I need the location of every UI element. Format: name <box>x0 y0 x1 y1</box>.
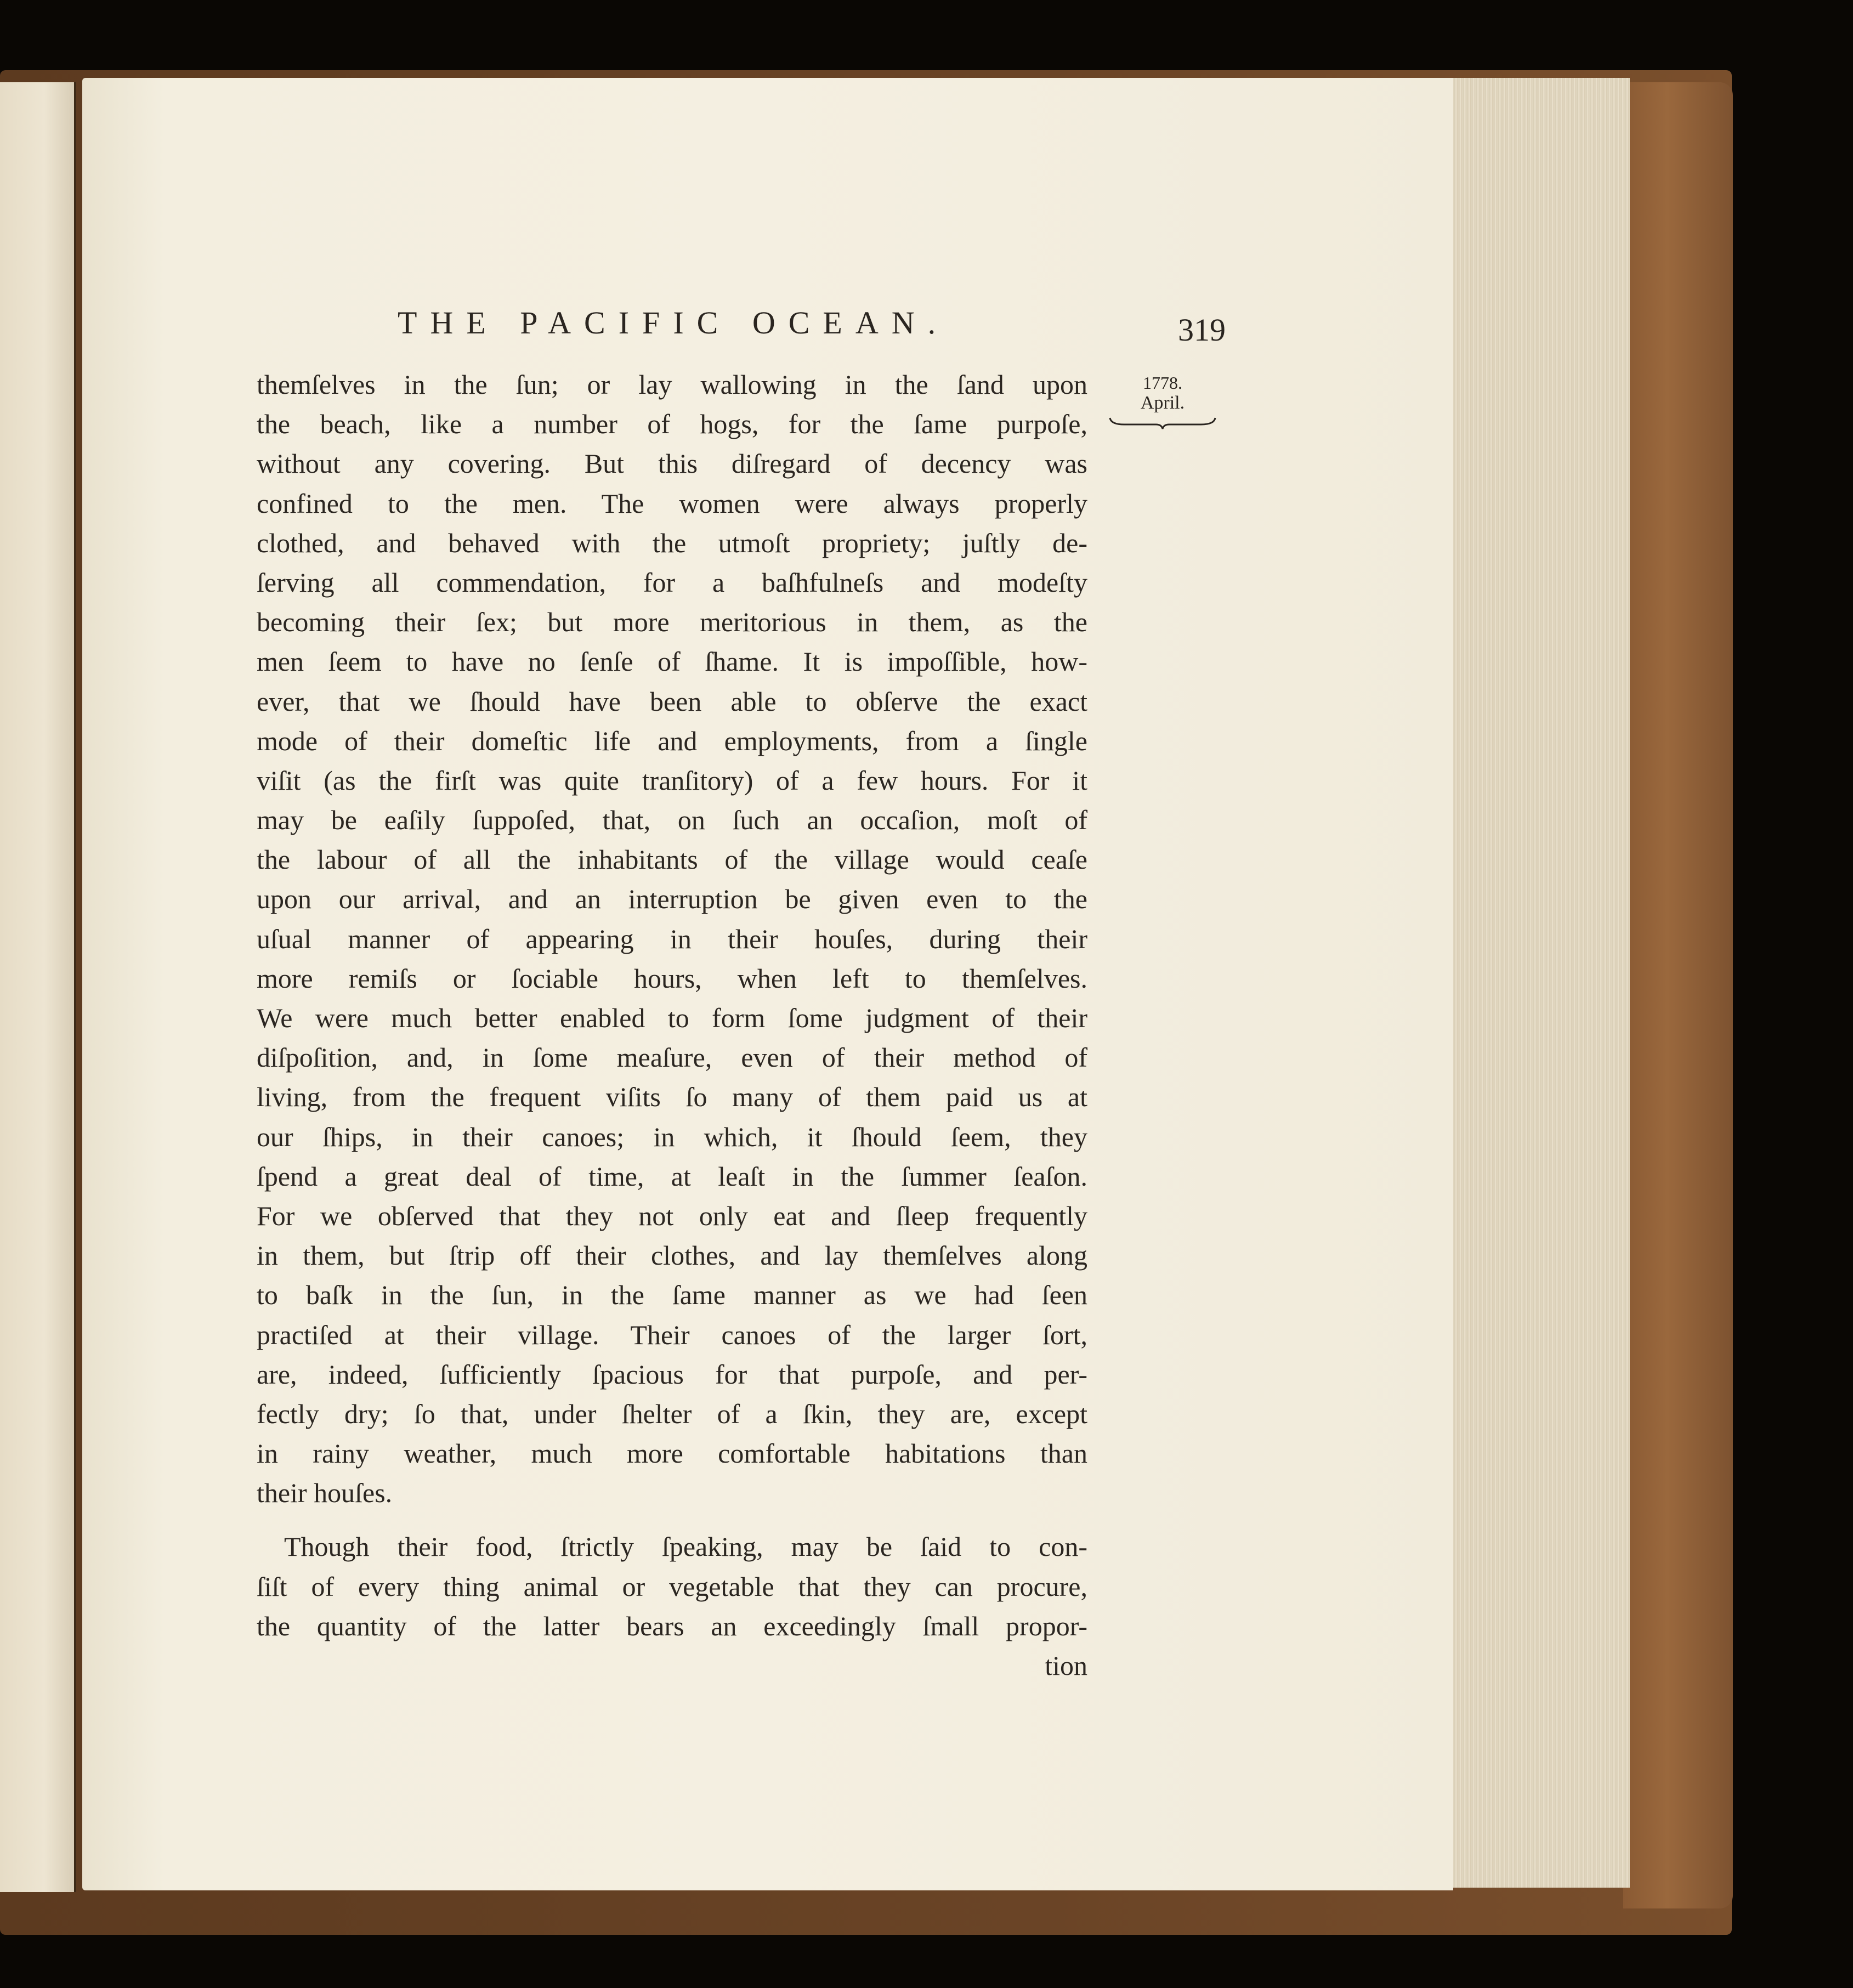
text-line: ſiſt of every thing animal or vegetable that they can procure, <box>257 1571 1087 1602</box>
margin-year: 1778. <box>1143 373 1182 393</box>
running-head: THE PACIFIC OCEAN. <box>398 305 949 341</box>
text-line: ſpend a great deal of time, at leaſt in the ſummer ſeaſon. <box>257 1160 1087 1192</box>
page-number: 319 <box>1178 312 1226 348</box>
text-line: the quantity of the latter bears an exceedingly ſmall propor- <box>257 1610 1087 1641</box>
body-text <box>257 365 1087 1685</box>
facing-page-left <box>0 82 76 1892</box>
text-line: more remiſs or ſociable hours, when left to themſelves. <box>257 962 1087 994</box>
catchword: tion <box>1045 1650 1087 1681</box>
text-line: our ſhips, in their canoes; in which, it ſhould ſeem, they <box>257 1121 1087 1152</box>
text-line: the beach, like a number of hogs, for the ſame purpoſe, <box>257 409 1087 440</box>
text-line: in them, but ſtrip off their clothes, and lay themſelves along <box>257 1240 1087 1271</box>
book-cover-edge <box>1623 82 1733 1908</box>
text-line: are, indeed, ſufficiently ſpacious for that purpoſe, and per- <box>257 1358 1087 1390</box>
brace-icon <box>1108 416 1217 430</box>
text-line: fectly dry; ſo that, under ſhelter of a ſkin, they are, except <box>257 1398 1087 1429</box>
paragraph-1 <box>257 365 1087 1513</box>
text-line: may be eaſily ſuppoſed, that, on ſuch an occaſion, moſt of <box>257 805 1087 836</box>
text-line: viſit (as the firſt was quite tranſitory) of a few hours. For it <box>257 764 1087 796</box>
text-line: We were much better enabled to form ſome judgment of their <box>257 1003 1087 1033</box>
margin-month: April. <box>1140 393 1185 413</box>
text-line: themſelves in the ſun; or lay wallowing in the ſand upon <box>257 369 1087 400</box>
text-line: their houſes. <box>257 1477 393 1509</box>
text-line: Though their food, ſtrictly ſpeaking, may be ſaid to con- <box>284 1531 1087 1562</box>
text-line: mode of their domeſtic life and employments, from a ſingle <box>257 725 1087 756</box>
text-line: living, from the frequent viſits ſo many of them paid us at <box>257 1081 1087 1113</box>
page-edges <box>1448 78 1630 1888</box>
text-line: men ſeem to have no ſenſe of ſhame. It is impoſſible, how- <box>257 646 1087 677</box>
text-line: confined to the men. The women were always properly <box>257 488 1087 519</box>
text-line: the labour of all the inhabitants of the village would ceaſe <box>257 844 1087 875</box>
text-line: in rainy weather, much more comfortable habitations than <box>257 1438 1087 1469</box>
paragraph-2 <box>257 1527 1087 1646</box>
text-line: uſual manner of appearing in their houſes, during their <box>257 923 1087 954</box>
text-line: ever, that we ſhould have been able to obſerve the exact <box>257 686 1087 717</box>
text-line: practiſed at their village. Their canoes of the larger ſort, <box>257 1319 1087 1350</box>
text-line: upon our arrival, and an interruption be given even to the <box>257 883 1087 915</box>
text-line: becoming their ſex; but more meritorious in them, as the <box>257 607 1087 638</box>
text-line: without any covering. But this diſregard of decency was <box>257 448 1087 479</box>
text-line: diſpoſition, and, in ſome meaſure, even of their method of <box>257 1042 1087 1073</box>
paragraph-gap <box>257 1513 1087 1527</box>
margin-note <box>1108 373 1217 430</box>
text-line: For we obſerved that they not only eat and ſleep frequently <box>257 1200 1087 1231</box>
text-line: ſerving all commendation, for a baſhfulneſs and modeſty <box>257 567 1087 598</box>
text-line: clothed, and behaved with the utmoſt propriety; juſtly de- <box>257 527 1087 558</box>
text-line: to baſk in the ſun, in the ſame manner as we had ſeen <box>257 1279 1087 1311</box>
